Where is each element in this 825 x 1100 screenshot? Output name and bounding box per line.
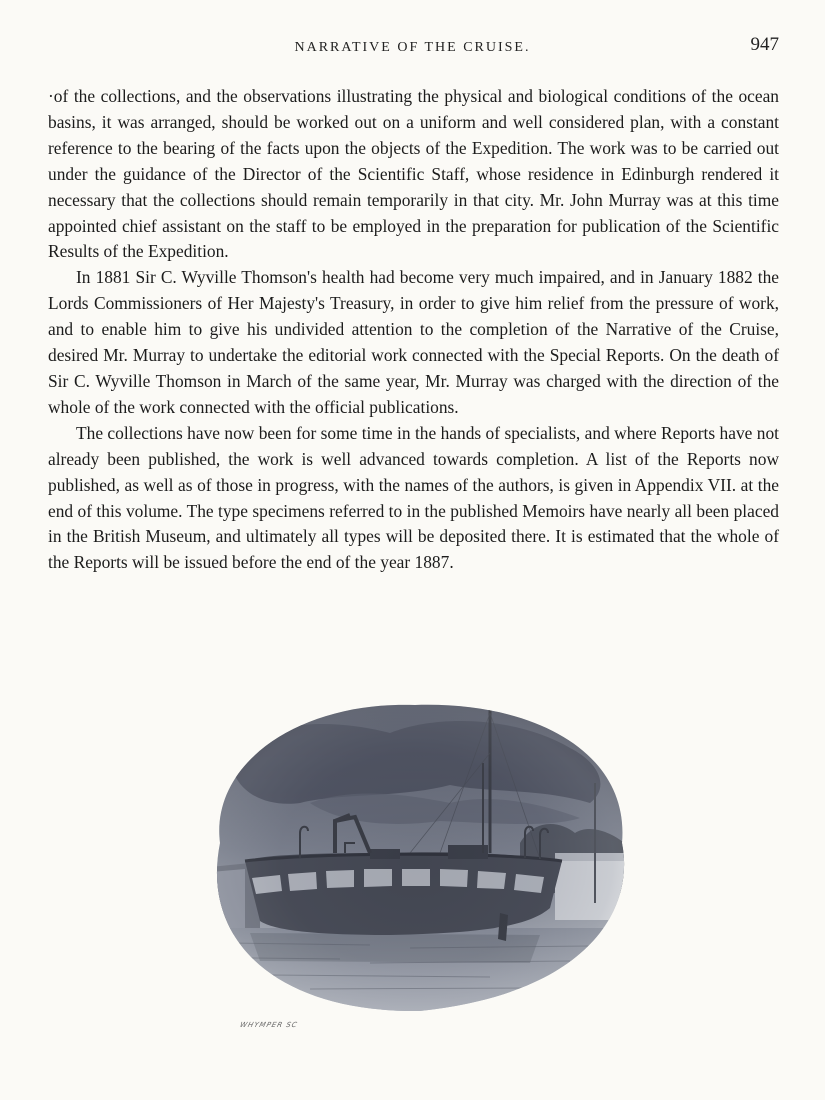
engraver-signature: WHYMPER SC [238, 1021, 299, 1029]
body-text [48, 84, 779, 576]
ship-engraving [190, 693, 640, 1043]
paragraph: The collections have now been for some time in the hands of specialists, and where Reports have not already been published, the work is well advanced towards completion. A list of the Reports now published, as well as of those in progress, with the names of the authors, is given in Appendix VII. at the end of this volume. The type specimens referred to in the published Memoirs have nearly all been placed in the British Museum, and ultimately all types will be deposited there. It is estimated that the whole of the Reports will be issued before the end of the year 1887. [48, 422, 779, 573]
paragraph: ·of the collections, and the observations illustrating the physical and biological conditions of the ocean basins, it was arranged, should be worked out on a uniform and well considered plan, with a constant reference to the bearing of the facts upon the objects of the Expedition. The work was to be carried out under the guidance of the Director of the Scientific Staff, whose residence in Edinburgh rendered it necessary that the collections should remain temporarily in that city. Mr. John Murray was at this time appointed chief assistant on the staff to be employed in the preparation for publication of the Scientific Results of the Expedition. [48, 86, 779, 262]
running-head: NARRATIVE OF THE CRUISE. [294, 40, 531, 55]
paragraph: In 1881 Sir C. Wyville Thomson's health had become very much impaired, and in January 1882 the Lords Commissioners of Her Majesty's Treasury, in order to give him relief from the pressure of work, and to enable him to give his undivided attention to the completion of the Narrative of the Cruise, desired Mr. Murray to undertake the editorial work connected with the Special Reports. On the death of Sir C. Wyville Thomson in March of the same year, Mr. Murray was charged with the direction of the whole of the work connected with the official publications. [48, 267, 779, 417]
page-number: 947 [750, 34, 779, 55]
